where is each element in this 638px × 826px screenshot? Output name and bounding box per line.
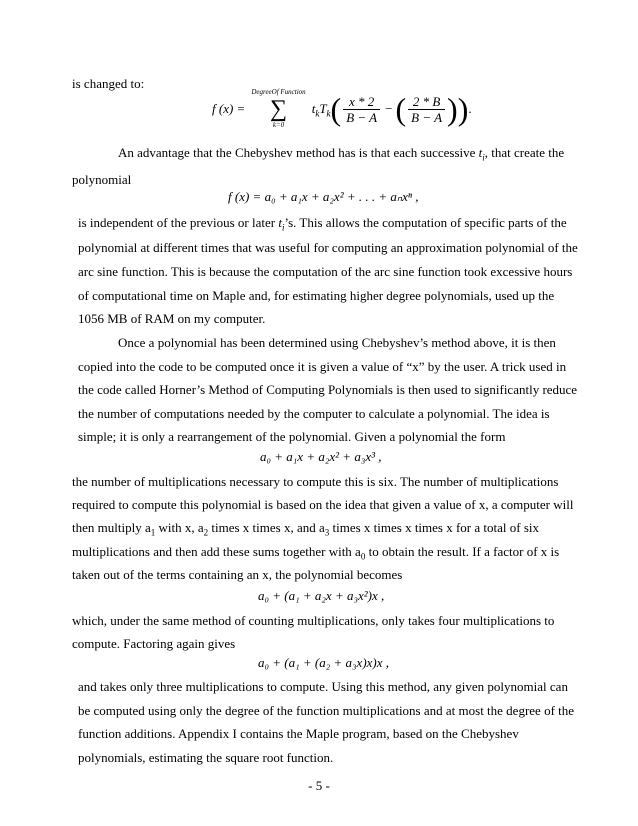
text-line: polynomial at different times that was useful for computing an approximation polynomial of the bbox=[78, 240, 578, 255]
text-line: to obtain the result. If a factor of x is bbox=[365, 544, 560, 559]
eq1-minus: − bbox=[385, 101, 393, 116]
text-line: required to compute this polynomial is based on the idea that given a value of x, a computer will bbox=[72, 497, 574, 512]
subscript: 3 bbox=[324, 527, 330, 538]
text-line: taken out of the terms containing an x, the polynomial becomes bbox=[72, 567, 403, 582]
sigma-icon: ∑ bbox=[269, 96, 288, 122]
left-paren-icon: ( bbox=[330, 91, 342, 127]
text-line: simple; it is only a rearrangement of the polynomial. Given a polynomial the form bbox=[78, 429, 506, 444]
sum-upper-limit: DegreeOf Function bbox=[251, 88, 306, 96]
fraction-1: $\frac{x * 2}{B - A}$ bbox=[343, 94, 380, 125]
text-line: function additions. Appendix I contains the Maple program, based on the Chebyshev bbox=[78, 726, 519, 741]
left-paren-icon: ( bbox=[395, 91, 407, 127]
eq1-lhs: f (x) = bbox=[212, 101, 246, 116]
right-paren-icon: ) bbox=[457, 91, 469, 127]
page-number: - 5 - bbox=[308, 778, 330, 793]
text-line: then multiply a bbox=[72, 520, 151, 535]
text-line: copied into the code to be computed once it is given a value of “x” by the user. A trick used in bbox=[78, 359, 567, 374]
text-line: be computed using only the degree of the function multiplications and at most the degree of the bbox=[78, 703, 575, 718]
text-line: is independent of the previous or later bbox=[78, 215, 276, 230]
eq1-term-T: $T_k$ bbox=[319, 101, 331, 119]
text-line: the number of multiplications necessary to compute this is six. The number of multiplications bbox=[72, 474, 559, 489]
text-line: 1056 MB of RAM on my computer. bbox=[78, 311, 266, 326]
equation-factored-twice: a₀ + (a₁ + (a₂ + a₃x)x)x , bbox=[258, 655, 390, 670]
text-line: ’s. This allows the computation of specific parts of the bbox=[284, 215, 567, 230]
equation-cubic: a₀ + a₁x + a₂x² + a₃x³ , bbox=[260, 449, 382, 464]
text-line: multiplications and then add these sums together with a bbox=[72, 544, 361, 559]
text-line: times x times x, and a bbox=[208, 520, 325, 535]
text-line: the number of computations needed by the computer to calculate a polynomial. The idea is bbox=[78, 406, 550, 421]
equation-polynomial: f (x) = a₀ + a₁x + a₂x² + . . . + aₙxⁿ , bbox=[228, 189, 419, 204]
text-line: times x times x times x for a total of six bbox=[329, 520, 540, 535]
equation-chebyshev-sum bbox=[212, 84, 472, 134]
text-line: arc sine function. This is because the computation of the arc sine function took excessive hours bbox=[78, 264, 573, 279]
text-line: of computational time on Maple and, for estimating higher degree polynomials, used up the bbox=[78, 288, 555, 303]
fraction-2: $\frac{2 * B}{B - A}$ bbox=[408, 94, 445, 125]
text-line: compute. Factoring again gives bbox=[72, 636, 236, 651]
sum-lower-limit: k=0 bbox=[272, 121, 285, 129]
inline-ti: $t_i$ bbox=[278, 215, 285, 233]
subscript: 0 bbox=[360, 551, 366, 562]
eq1-term-t: $t_k$ bbox=[311, 101, 320, 119]
text-line: and takes only three multiplications to compute. Using this method, any given polynomial can bbox=[78, 679, 568, 694]
text-line: polynomials, estimating the square root function. bbox=[78, 750, 334, 765]
subscript: 2 bbox=[203, 527, 209, 538]
text-line: the code called Horner’s Method of Computing Polynomials is then used to significantly reduce bbox=[78, 382, 578, 397]
text-line: , that create the bbox=[484, 145, 565, 160]
text-line: An advantage that the Chebyshev method has is that each successive bbox=[118, 145, 476, 160]
text-line: which, under the same method of counting multiplications, only takes four multiplications to bbox=[72, 613, 555, 628]
equation-factored-once: a₀ + (a₁ + a₂x + a₃x²)x , bbox=[258, 588, 385, 603]
text-line: polynomial bbox=[72, 172, 132, 187]
subscript: 1 bbox=[150, 527, 156, 538]
inline-ti: $t_i$ bbox=[478, 145, 485, 163]
right-paren-icon: ) bbox=[447, 91, 458, 127]
summation bbox=[251, 88, 305, 130]
text-line: Once a polynomial has been determined using Chebyshev’s method above, it is then bbox=[118, 335, 556, 350]
text-line: is changed to: bbox=[72, 76, 145, 91]
text-line: with x, a bbox=[155, 520, 204, 535]
eq1-end: . bbox=[468, 101, 472, 116]
